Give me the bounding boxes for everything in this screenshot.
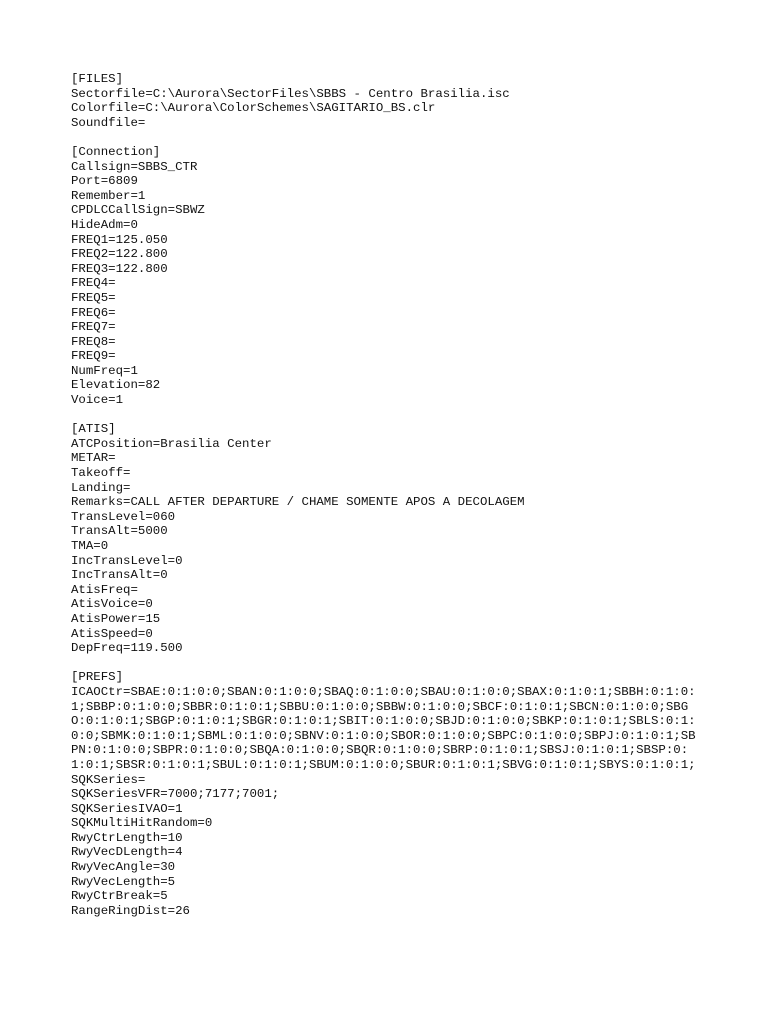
config-line: Colorfile=C:\Aurora\ColorSchemes\SAGITARIO_BS.clr (71, 101, 436, 116)
config-line: METAR= (71, 451, 116, 466)
config-line: Callsign=SBBS_CTR (71, 159, 198, 174)
config-line: TransAlt=5000 (71, 524, 168, 539)
config-line: AtisPower=15 (71, 611, 161, 626)
config-line: FREQ7= (71, 320, 116, 335)
blank-line (71, 656, 701, 671)
config-line: FREQ5= (71, 290, 116, 305)
config-line: AtisSpeed=0 (71, 626, 153, 641)
config-line: Elevation=82 (71, 378, 161, 393)
config-line: FREQ6= (71, 305, 116, 320)
section-header: [Connection] (71, 144, 161, 159)
config-line: Remarks=CALL AFTER DEPARTURE / CHAME SOMENTE APOS A DECOLAGEM (71, 495, 525, 510)
blank-line (71, 130, 701, 145)
config-line: AtisFreq= (71, 582, 138, 597)
section-header: [PREFS] (71, 670, 124, 685)
config-line: Sectorfile=C:\Aurora\SectorFiles\SBBS - Centro Brasilia.isc (71, 86, 510, 101)
config-document (71, 72, 701, 918)
config-line: FREQ8= (71, 334, 116, 349)
blank-line (71, 408, 701, 423)
config-line: FREQ2=122.800 (71, 247, 168, 262)
config-line: SQKSeriesIVAO=1 (71, 801, 183, 816)
config-line: RwyCtrLength=10 (71, 830, 183, 845)
config-line: SQKMultiHitRandom=0 (71, 816, 213, 831)
config-line: RwyVecLength=5 (71, 874, 176, 889)
config-line: ATCPosition=Brasilia Center (71, 436, 272, 451)
config-line: IncTransAlt=0 (71, 568, 168, 583)
config-line: IncTransLevel=0 (71, 553, 183, 568)
config-line: SQKSeriesVFR=7000;7177;7001; (71, 787, 280, 802)
config-line: FREQ4= (71, 276, 116, 291)
config-line: Landing= (71, 480, 131, 495)
config-line: TMA=0 (71, 539, 109, 553)
section-header: [FILES] (71, 72, 124, 86)
section-header: [ATIS] (71, 422, 116, 437)
config-line: RwyVecDLength=4 (71, 845, 183, 860)
config-line: RangeRingDist=26 (71, 903, 190, 918)
config-line: TransLevel=060 (71, 509, 176, 524)
config-line: FREQ1=125.050 (71, 232, 168, 247)
config-line: Remember=1 (71, 188, 146, 203)
config-line: Soundfile= (71, 115, 146, 130)
config-line: RwyVecAngle=30 (71, 860, 176, 875)
config-line: HideAdm=0 (71, 217, 138, 232)
config-line: FREQ3=122.800 (71, 261, 168, 276)
config-line: SQKSeries= (71, 772, 146, 787)
config-line: DepFreq=119.500 (71, 641, 183, 656)
config-line: Voice=1 (71, 393, 124, 408)
config-line: NumFreq=1 (71, 363, 138, 378)
config-line: AtisVoice=0 (71, 597, 153, 612)
config-line: RwyCtrBreak=5 (71, 889, 168, 904)
config-line: ICAOCtr=SBAE:0:1:0:0;SBAN:0:1:0:0;SBAQ:0:1:0:0;SBAU:0:1:0:0;SBAX:0:1:0:1;SBBH:0:1:0:1;SBBP:0:1:0:0;SBBR:0:1:0:1;SBBU:0:1:0:0;SBBW:0:1:0:0;SBCF:0:1:0:1;SBCN:0:1:0:0;SBGO:0:1:0:1;SBGP:0:1:0:1;SBGR:0:1:0:1;SBIT:0:1:0:0;SBJD:0:1:0:0;SBKP:0:1:0:1;SBLS:0:1:0:0;SBMK:0:1:0:1;SBML:0:1:0:0;SBNV:0:1:0:0;SBOR:0:1:0:0;SBPC:0:1:0:0;SBPJ:0:1:0:1;SBPN:0:1:0:0;SBPR:0:1:0:0;SBQA:0:1:0:0;SBQR:0:1:0:0;SBRP:0:1:0:1;SBSJ:0:1:0:1;SBSP:0:1:0:1;SBSR:0:1:0:1;SBUL:0:1:0:1;SBUM:0:1:0:0;SBUR:0:1:0:1;SBVG:0:1:0:1;SBYS:0:1:0:1; (71, 684, 696, 772)
config-line: CPDLCCallSign=SBWZ (71, 203, 205, 218)
config-line: FREQ9= (71, 349, 116, 364)
config-line: Port=6809 (71, 174, 138, 189)
config-line: Takeoff= (71, 466, 131, 481)
